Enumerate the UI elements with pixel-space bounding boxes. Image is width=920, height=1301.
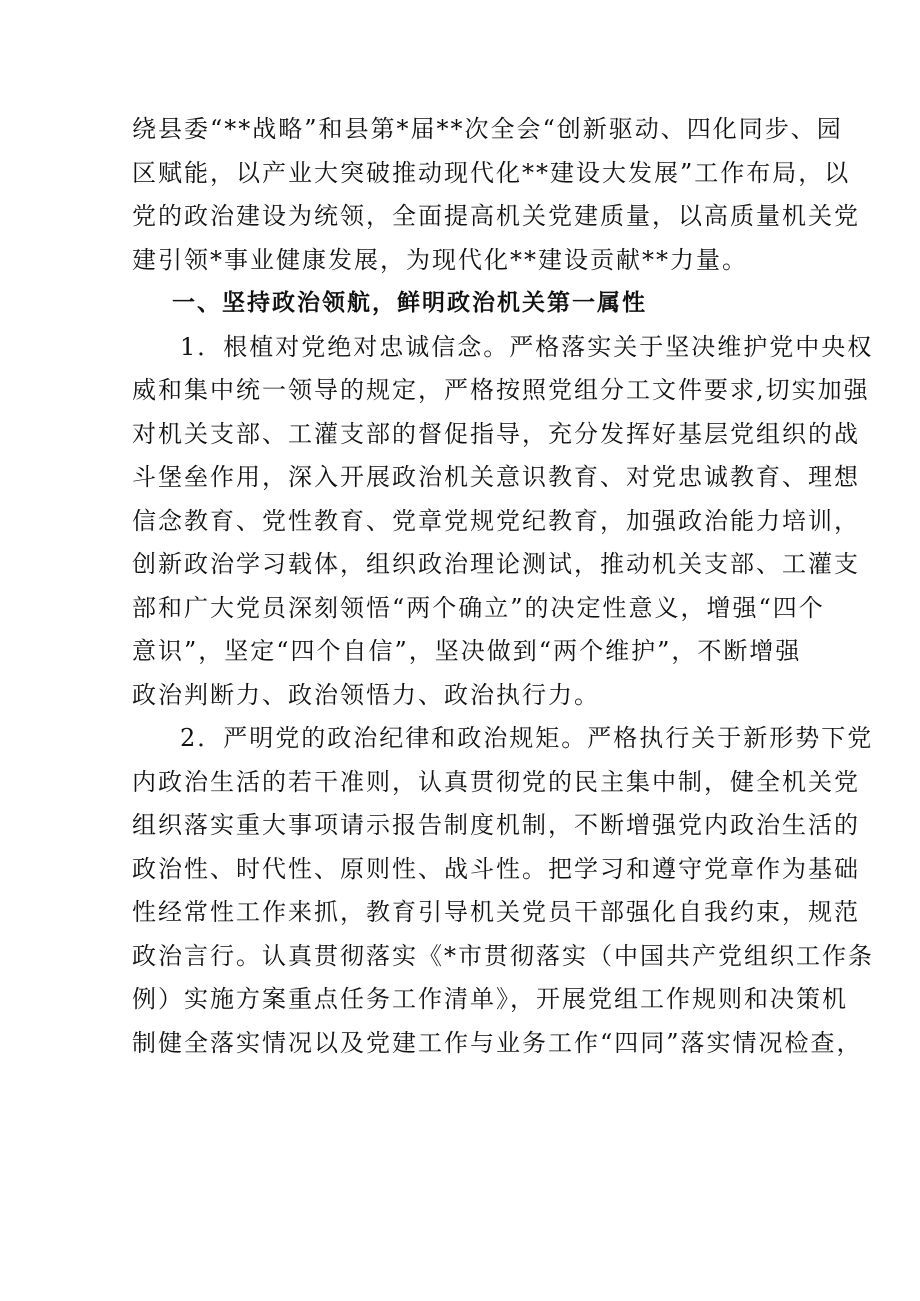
text-line: 2．严明党的政治纪律和政治规矩。严格执行关于新形势下党 [180, 724, 874, 752]
text-line: 1．根植对党绝对忠诚信念。严格落实关于坚决维护党中央权 [180, 332, 874, 361]
intro-paragraph [132, 108, 860, 282]
text-line: 例）实施方案重点任务工作清单》，开展党组工作规则和决策机 [132, 985, 848, 1013]
item-2-paragraph [132, 717, 874, 1065]
document-body [132, 108, 874, 1065]
item-1-paragraph [132, 326, 874, 718]
text-line: 性经常性工作来抓，教育引导机关党员干部强化自我约束，规范 [132, 898, 860, 926]
text-line: 信念教育、党性教育、党章党规党纪教育，加强政治能力培训， [132, 506, 860, 535]
text-line: 威和集中统一领导的规定，严格按照党组分工文件要求,切实加强 [132, 376, 870, 404]
section-heading: 一、坚持政治领航，鲜明政治机关第一属性 [172, 290, 647, 316]
text-line: 组织落实重大事项请示报告制度机制，不断增强党内政治生活的 [132, 811, 860, 839]
text-line: 政治性、时代性、原则性、战斗性。把学习和遵守党章作为基础 [132, 854, 860, 883]
text-line: 对机关支部、工灌支部的督促指导，充分发挥好基层党组织的战 [132, 419, 860, 448]
text-line: 意识”，坚定“四个自信”，坚决做到“两个维护”，不断增强 [132, 637, 802, 665]
text-line: 政治言行。认真贯彻落实《*市贯彻落实（中国共产党组织工作条 [132, 941, 874, 970]
text-line: 创新政治学习载体，组织政治理论测试，推动机关支部、工灌支 [132, 550, 860, 578]
text-line: 党的政治建设为统领，全面提高机关党建质量，以高质量机关党 [132, 202, 860, 230]
text-line: 政治判断力、政治领悟力、政治执行力。 [132, 680, 600, 709]
text-line: 区赋能，以产业大突破推动现代化**建设大发展”工作布局，以 [132, 158, 851, 187]
text-line: 建引领*事业健康发展，为现代化**建设贡献**力量。 [132, 245, 748, 274]
text-line: 内政治生活的若干准则，认真贯彻党的民主集中制，健全机关党 [132, 767, 860, 796]
text-line: 绕县委“**战略”和县第*届**次全会“创新驱动、四化同步、园 [132, 115, 843, 143]
text-line: 斗堡垒作用，深入开展政治机关意识教育、对党忠诚教育、理想 [132, 463, 860, 491]
text-line: 部和广大党员深刻领悟“两个确立”的决定性意义，增强“四个 [132, 593, 825, 622]
text-line: 制健全落实情况以及党建工作与业务工作“四同”落实情况检查， [132, 1028, 863, 1057]
